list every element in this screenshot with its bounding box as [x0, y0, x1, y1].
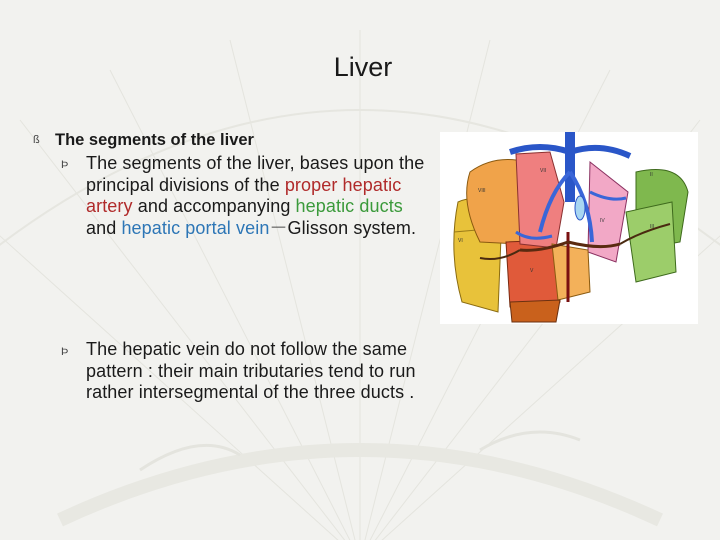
segment-label: III: [650, 224, 655, 230]
segment-label: V: [530, 268, 534, 274]
point1-text-a: The segments of the liver, bases upon the principal divisions of the: [86, 153, 425, 195]
segment-label: VIII: [478, 188, 486, 194]
liver-segments-illustration: [440, 132, 698, 324]
segment-label: VII: [540, 168, 547, 174]
point2-paragraph: The hepatic vein do not follow the same pattern : their main tributaries tend to run rather intersegmental of the three ducts .: [86, 339, 416, 402]
bullet-icon: Þ: [61, 159, 69, 171]
point1-text-d: －Glisson system.: [269, 217, 417, 238]
segment-label: II: [650, 172, 653, 178]
level1-heading: The segments of the liver: [55, 131, 254, 149]
segment-label: VI: [458, 238, 463, 244]
segment-label: IV: [600, 218, 605, 224]
hepatic-ducts-term: hepatic ducts: [295, 196, 403, 216]
proper-hepatic-artery-term: proper hepatic artery: [86, 174, 402, 216]
slide-title: Liver: [333, 52, 393, 82]
bullet-icon: Þ: [61, 346, 69, 358]
bullet-icon: ß: [33, 134, 40, 146]
point1-text-b: and accompanying: [132, 196, 296, 216]
point1-paragraph: [86, 153, 436, 239]
hepatic-portal-vein-term: hepatic portal vein: [121, 217, 270, 238]
point1-text-c: and: [86, 217, 122, 238]
